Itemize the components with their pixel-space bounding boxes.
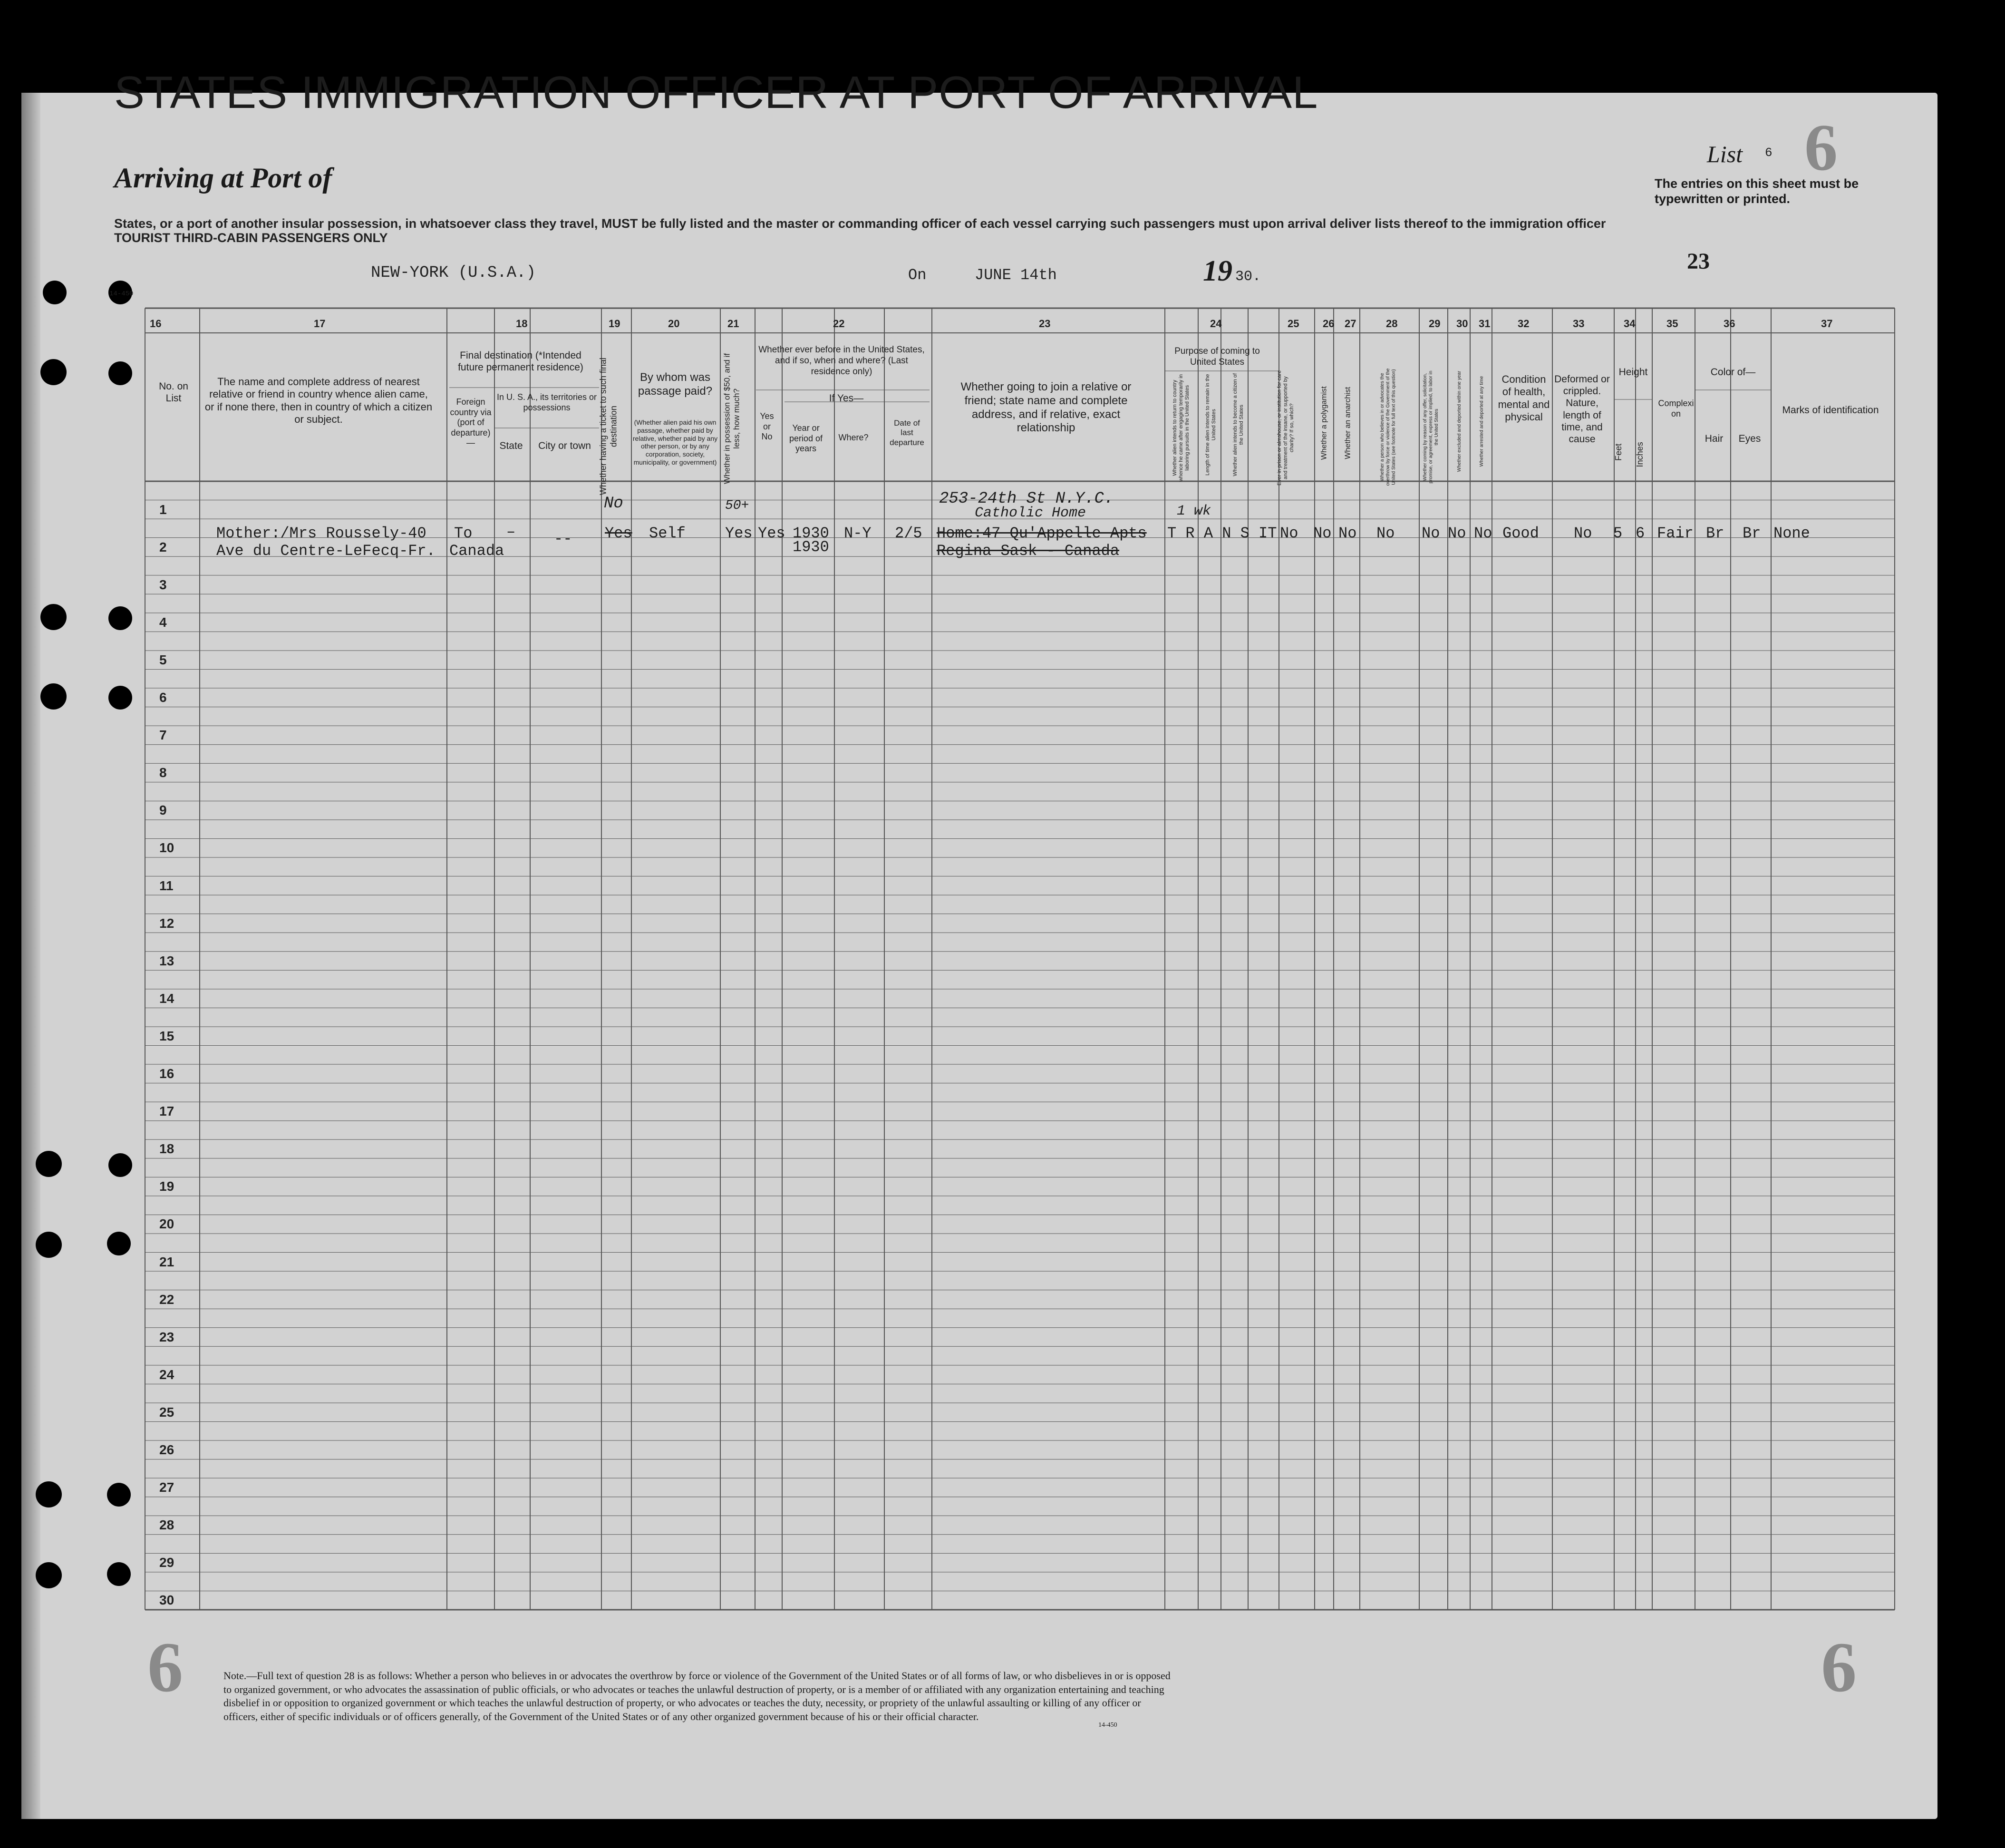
header-if-yes: If Yes— bbox=[829, 393, 864, 404]
inches-value: 6 bbox=[1636, 525, 1645, 542]
header-passage-note: (Whether alien paid his own passage, whether paid by relative, whether paid by any other person, or by any corporation, society, municipality, or government) bbox=[632, 418, 718, 466]
header-final-destination: Final destination (*Intended future permanent residence) bbox=[458, 350, 583, 373]
col-num-29: 29 bbox=[1429, 318, 1441, 330]
sheet-number: 23 bbox=[1687, 249, 1710, 274]
row-number: 18 bbox=[159, 1141, 174, 1157]
money-value: Yes bbox=[725, 525, 753, 542]
col-num-22: 22 bbox=[833, 318, 845, 330]
header-labor-offer: Whether coming by reason of any offer, solicitation, promise, or agreement, express or implied, to labor in the United States bbox=[1423, 370, 1439, 484]
footer-big-number-right: 6 bbox=[1821, 1628, 1857, 1707]
header-years: Year or period of years bbox=[789, 423, 823, 454]
header-ticket: Whether having a ticket to such final destination bbox=[598, 358, 618, 496]
marks-value: None bbox=[1773, 525, 1810, 542]
footer-big-number-left: 6 bbox=[147, 1628, 183, 1707]
col-num-31: 31 bbox=[1479, 318, 1491, 330]
row-number: 19 bbox=[159, 1179, 174, 1194]
header-departure: Date of last departure bbox=[890, 418, 924, 447]
form-subtitle: States, or a port of another insular possession, in whatsoever class they travel, MUST be fully listed and the master or commanding officer of each vessel carrying such passengers must upon arrival deliver lists thereof to the immigration officer bbox=[114, 216, 1606, 231]
header-complexion: Complexion bbox=[1658, 399, 1694, 418]
row-number: 16 bbox=[159, 1066, 174, 1081]
header-city: City or town bbox=[538, 440, 591, 451]
footnote-question-28: Note.—Full text of question 28 is as follows: Whether a person who believes in or advocates the overthrow by force or violence of the Government of the United States or of all forms of law, or who disbelieves in or is opposed to organized government, or who advocates the assassination of public officials, or who advocates or teaches the unlawful destruction of property, or is a member of or affiliated with any organization entertaining and teaching disbelief in or opposition to organized government or which teaches the unlawful destruction of property, or who advocates or teaches the duty, necessity, or propriety of the unlawful assaulting or killing of any officer or officers, either of specific individuals or of officers generally, of the Government of the United States or of any other organized government because of his or their official character. bbox=[223, 1670, 1171, 1722]
form-title: STATES IMMIGRATION OFFICER AT PORT OF ARRIVAL bbox=[114, 67, 1318, 118]
row-number: 14 bbox=[159, 991, 174, 1006]
row-number: 5 bbox=[159, 652, 167, 667]
col-num-36: 36 bbox=[1724, 318, 1735, 330]
header-color: Color of— bbox=[1710, 367, 1756, 378]
row-number: 20 bbox=[159, 1216, 174, 1232]
header-deported: Whether arrested and deported at any time bbox=[1479, 376, 1484, 467]
header-overthrow: Whether a person who believes in or advocates the overthrow by force or violence of the Government of the United States (see footnote for full text of this question) bbox=[1380, 368, 1396, 486]
eyes-value: Br bbox=[1743, 525, 1761, 542]
header-where: Where? bbox=[838, 433, 869, 442]
header-polygamist: Whether a polygamist bbox=[1320, 386, 1328, 460]
row-number: 1 bbox=[159, 502, 167, 517]
paid-by-value: Self bbox=[649, 525, 686, 542]
q30-value: No bbox=[1448, 525, 1466, 542]
join-line-2: Regina Sask - Canada bbox=[937, 542, 1120, 560]
join-handwritten-2: Catholic Home bbox=[975, 505, 1086, 521]
row-number: 8 bbox=[159, 765, 167, 780]
money-handwritten: 50+ bbox=[725, 498, 749, 513]
row-number: 7 bbox=[159, 728, 167, 743]
row-number: 10 bbox=[159, 840, 174, 856]
header-purpose-length: Length of time alien intends to remain in the United States bbox=[1204, 374, 1217, 476]
arriving-label: Arriving at Port of bbox=[114, 162, 332, 194]
header-hair: Hair bbox=[1705, 433, 1724, 444]
header-purpose-citizen: Whether alien intends to become a citizen of the United States bbox=[1232, 373, 1244, 477]
q28-value: No bbox=[1376, 525, 1395, 542]
col-num-16: 16 bbox=[150, 318, 162, 330]
health-value: Good bbox=[1502, 525, 1539, 542]
deformed-value: No bbox=[1574, 525, 1592, 542]
row-number: 17 bbox=[159, 1104, 174, 1119]
where-value: N-Y bbox=[844, 525, 872, 542]
header-health: Condition of health, mental and physical bbox=[1498, 373, 1550, 423]
header-passage-paid: By whom was passage paid? bbox=[638, 371, 713, 398]
feet-value: 5 bbox=[1613, 525, 1623, 542]
list-big-number: 6 bbox=[1804, 111, 1838, 185]
col-num-19: 19 bbox=[609, 318, 620, 330]
header-join-relative: Whether going to join a relative or friend; state name and complete address, and if relative, exact relationship bbox=[960, 380, 1132, 435]
row-number: 27 bbox=[159, 1480, 174, 1495]
col-num-35: 35 bbox=[1666, 318, 1678, 330]
row-number: 23 bbox=[159, 1329, 174, 1344]
header-relative: The name and complete address of nearest relative or friend in country whence alien came, or if none there, then in country of which a citizen or subject. bbox=[204, 376, 433, 426]
col-num-26: 26 bbox=[1323, 318, 1335, 330]
col-num-17: 17 bbox=[314, 318, 326, 330]
relative-line-1: Mother:/Mrs Roussely-40 bbox=[216, 525, 426, 542]
q26-value: No bbox=[1313, 525, 1332, 542]
col-num-33: 33 bbox=[1573, 318, 1585, 330]
foreign-via-line-1: To bbox=[454, 525, 473, 542]
col-num-27: 27 bbox=[1345, 318, 1356, 330]
join-handwritten-1: 253-24th St N.Y.C. bbox=[939, 490, 1114, 508]
header-height: Height bbox=[1618, 367, 1648, 378]
year-prefix: 19 bbox=[1203, 255, 1232, 287]
header-prison: Ever in prison or almshouse, or institution for care and treatment of the insane, or supported by charity? If so, which? bbox=[1277, 370, 1295, 486]
header-inches: Inches bbox=[1635, 442, 1645, 467]
purpose-value: T R A N S IT bbox=[1167, 525, 1277, 542]
header-in-usa: In U. S. A., its territories or possessions bbox=[496, 392, 597, 412]
col-num-21: 21 bbox=[727, 318, 739, 330]
port-value: NEW-YORK (U.S.A.) bbox=[371, 264, 536, 282]
q25-value: No bbox=[1280, 525, 1298, 542]
ticket-handwritten: No bbox=[604, 495, 623, 513]
row-number: 12 bbox=[159, 915, 174, 931]
departure-value: 2/5 bbox=[895, 525, 922, 542]
relative-line-2: Ave du Centre-LeFecq-Fr. bbox=[216, 542, 436, 560]
purpose-handwritten: 1 wk bbox=[1177, 503, 1211, 519]
q31-value: No bbox=[1474, 525, 1492, 542]
header-state: State bbox=[499, 440, 523, 451]
city-value: -- bbox=[554, 530, 572, 548]
col-num-34: 34 bbox=[1624, 318, 1636, 330]
row-number: 24 bbox=[159, 1367, 174, 1382]
row-number: 28 bbox=[159, 1517, 174, 1533]
header-yes-no: Yes or No bbox=[760, 411, 774, 442]
row-number: 3 bbox=[159, 577, 167, 592]
header-anarchist: Whether an anarchist bbox=[1344, 387, 1352, 459]
col-num-23: 23 bbox=[1039, 318, 1051, 330]
header-feet: Feet bbox=[1614, 443, 1624, 461]
q29-value: No bbox=[1422, 525, 1440, 542]
col-num-28: 28 bbox=[1386, 318, 1398, 330]
before-us-value: Yes bbox=[758, 525, 785, 542]
col-num-30: 30 bbox=[1456, 318, 1468, 330]
header-foreign-country: Foreign country via (port of departure)— bbox=[450, 397, 492, 448]
state-value: – bbox=[506, 523, 516, 541]
list-label: List bbox=[1707, 141, 1743, 167]
row-number: 15 bbox=[159, 1028, 174, 1043]
col-num-32: 32 bbox=[1518, 318, 1530, 330]
col-num-20: 20 bbox=[668, 318, 680, 330]
col-num-18: 18 bbox=[516, 318, 528, 330]
header-purpose-return: Whether alien intends to return to country whence he came after engaging temporarily in laboring pursuits in the United States bbox=[1172, 374, 1191, 482]
years-line-2: 1930 bbox=[793, 538, 829, 556]
row-number: 29 bbox=[159, 1555, 174, 1570]
row-number: 30 bbox=[159, 1593, 174, 1608]
row-number: 26 bbox=[159, 1442, 174, 1457]
row-number: 25 bbox=[159, 1404, 174, 1420]
complexion-value: Fair bbox=[1657, 525, 1694, 542]
col-num-37: 37 bbox=[1821, 318, 1833, 330]
list-number: 6 bbox=[1765, 146, 1773, 160]
header-eyes: Eyes bbox=[1738, 433, 1761, 444]
arrival-date: JUNE 14th bbox=[975, 266, 1057, 284]
header-purpose: Purpose of coming to United States bbox=[1174, 346, 1260, 367]
row-number: 9 bbox=[159, 803, 167, 818]
header-money: Whether in possession of $50, and if less, how much? bbox=[722, 353, 741, 484]
form-code: 14-450 bbox=[109, 290, 134, 298]
foreign-via-line-2: Canada bbox=[449, 542, 504, 560]
row-number: 11 bbox=[159, 878, 174, 893]
typewritten-instructions: The entries on this sheet must be typewritten or printed. bbox=[1655, 176, 1859, 206]
row-number: 22 bbox=[159, 1292, 174, 1307]
on-label: On bbox=[908, 266, 927, 284]
q27-value: No bbox=[1338, 525, 1357, 542]
header-before-us: Whether ever before in the United States, and if so, when and where? (Last residence only) bbox=[758, 345, 925, 377]
row-number: 6 bbox=[159, 690, 167, 705]
row-number: 2 bbox=[159, 539, 167, 554]
header-list-no: No. on List bbox=[159, 381, 188, 404]
ticket-value: Yes bbox=[605, 525, 632, 542]
col-num-25: 25 bbox=[1288, 318, 1299, 330]
row-number: 13 bbox=[159, 953, 174, 968]
col-num-24: 24 bbox=[1210, 318, 1222, 330]
row-number: 4 bbox=[159, 614, 167, 630]
year-suffix: 30. bbox=[1235, 269, 1261, 285]
header-deformed: Deformed or crippled. Nature, length of time, and cause bbox=[1554, 374, 1610, 445]
passenger-class: TOURIST THIRD-CABIN PASSENGERS ONLY bbox=[114, 231, 388, 245]
hair-value: Br bbox=[1706, 525, 1724, 542]
row-number: 21 bbox=[159, 1254, 174, 1269]
header-excluded: Whether excluded and deported within one year bbox=[1457, 370, 1462, 472]
join-line-1: Home:47 Qu'Appelle Apts bbox=[937, 525, 1147, 542]
footer-form-code: 14-450 bbox=[1098, 1722, 1117, 1729]
header-marks: Marks of identification bbox=[1782, 405, 1879, 416]
years-line-1: 1930 bbox=[793, 525, 829, 542]
